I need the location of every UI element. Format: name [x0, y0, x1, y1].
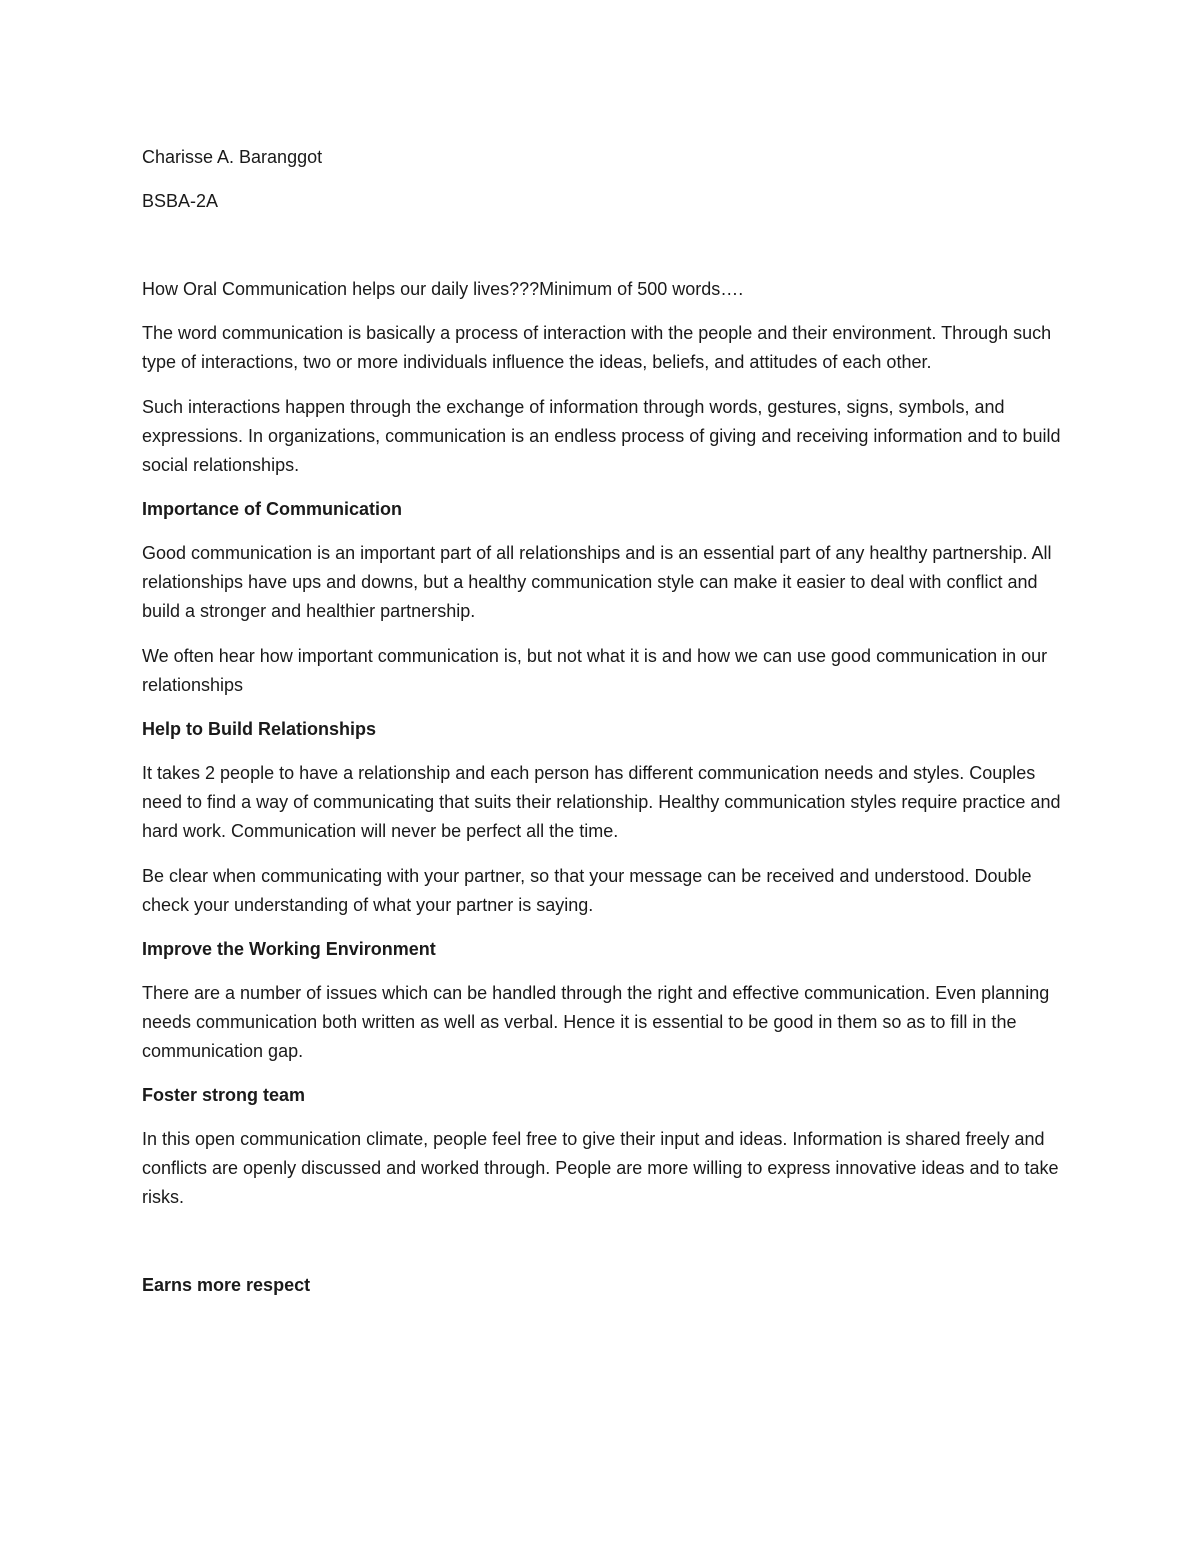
author-name: Charisse A. Baranggot [142, 147, 323, 167]
heading-relationships: Help to Build Relationships [142, 719, 377, 739]
paragraph-relationships-1: It takes 2 people to have a relationship and each person has different communication needs and styles. Couples need to find a way of communicating that suits their relationship. Healthy communication styles require practice and hard work. Communication will never be perfect all the time. [142, 763, 1061, 841]
paragraph-intro-2: Such interactions happen through the exchange of information through words, gestures, signs, symbols, and expressions. In organizations, communication is an endless process of giving and receiving information and to build social relationships. [142, 397, 1061, 475]
class-section: BSBA-2A [142, 191, 219, 211]
paragraph-relationships-2: Be clear when communicating with your partner, so that your message can be received and understood. Double check your understanding of what your partner is saying. [142, 866, 1032, 915]
paragraph-team-1: In this open communication climate, people feel free to give their input and ideas. Information is shared freely and conflicts are openly discussed and worked through. People are more willing to express innovative ideas and to take risks. [142, 1129, 1059, 1207]
paragraph-importance-1: Good communication is an important part of all relationships and is an essential part of any healthy partnership. All relationships have ups and downs, but a healthy communication style can make it easier to deal with conflict and build a stronger and healthier partnership. [142, 543, 1052, 621]
heading-environment: Improve the Working Environment [142, 939, 436, 959]
essay-prompt: How Oral Communication helps our daily lives???Minimum of 500 words…. [142, 279, 744, 299]
document-body [142, 143, 1062, 1300]
heading-team: Foster strong team [142, 1085, 306, 1105]
heading-importance: Importance of Communication [142, 499, 403, 519]
heading-respect: Earns more respect [142, 1275, 311, 1295]
paragraph-intro-1: The word communication is basically a process of interaction with the people and their environment. Through such type of interactions, two or more individuals influence the ideas, beliefs, and attitudes of each other. [142, 323, 1052, 372]
paragraph-importance-2: We often hear how important communication is, but not what it is and how we can use good communication in our relationships [142, 646, 1048, 695]
paragraph-environment-1: There are a number of issues which can be handled through the right and effective communication. Even planning needs communication both written as well as verbal. Hence it is essential to be good in them so as to fill in the communication gap. [142, 983, 1050, 1061]
